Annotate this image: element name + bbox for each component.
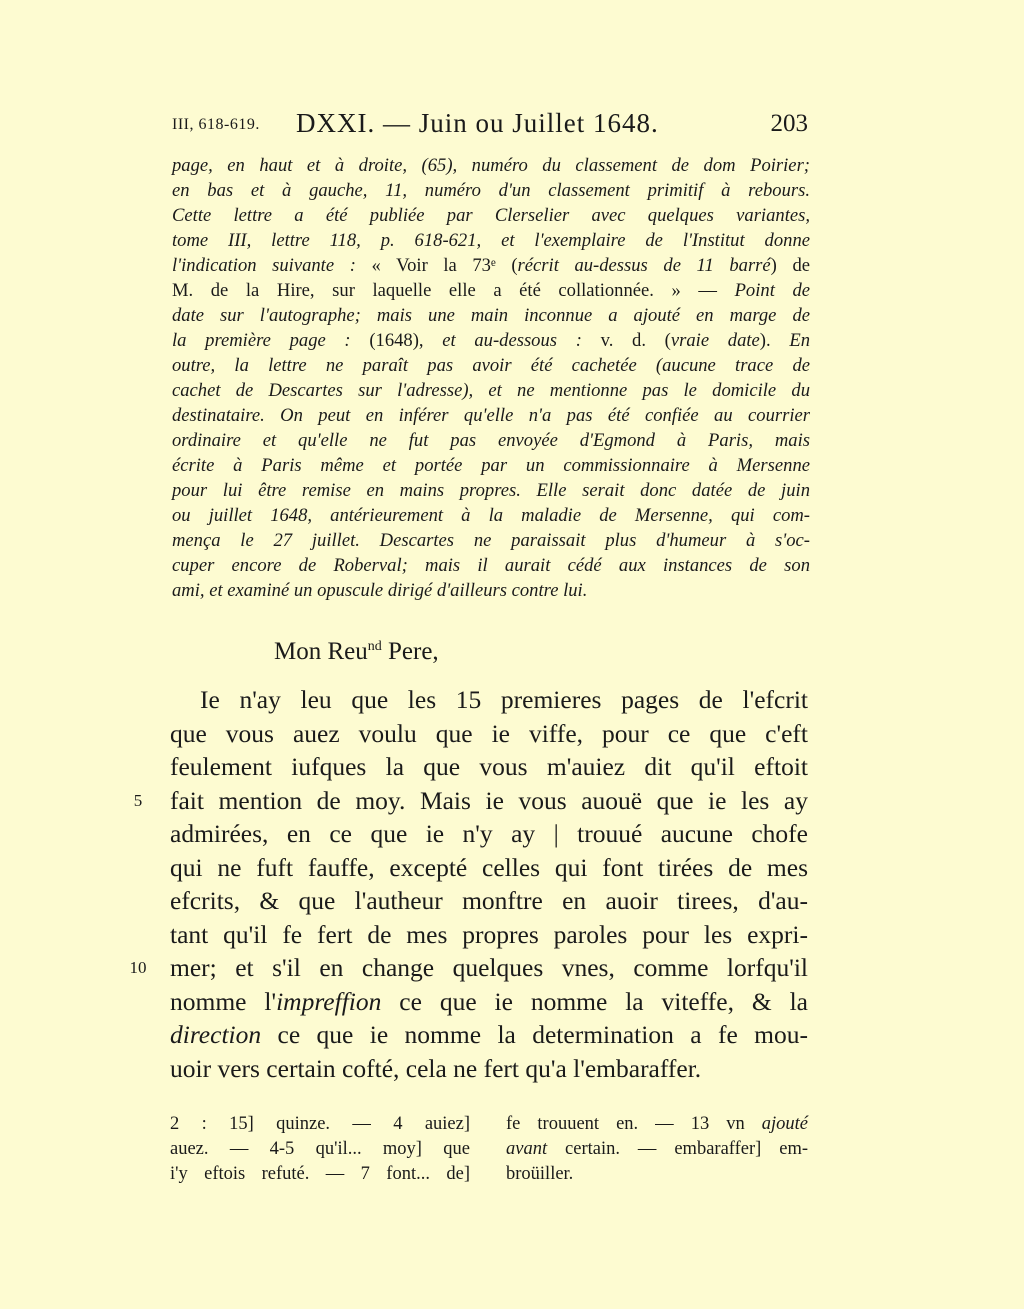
note-line: cachet de Descartes sur l'adresse), et ne mentionne pas le domicile du (172, 380, 810, 401)
letter-line: qui ne fuft fauffe, excepté celles qui font tirées de mes (170, 852, 808, 882)
variant-line: i'y eftois refuté. — 7 font... de] (170, 1164, 470, 1184)
editorial-note (172, 153, 810, 603)
note-line: destinataire. On peut en inférer qu'elle n'a pas été confiée au courrier (172, 405, 810, 426)
variant-line: avant certain. — embaraffer] em- (506, 1139, 808, 1159)
note-line: pour lui être remise en mains propres. Elle serait donc datée de juin (172, 480, 810, 501)
letter-line: mer; et s'il en change quelques vnes, comme lorfqu'il (170, 953, 808, 982)
note-line: en bas et à gauche, 11, numéro d'un classement primitif à rebours. (172, 180, 810, 201)
letter-line: Ie n'ay leu que les 15 premieres pages de l'efcrit (200, 685, 808, 714)
running-header (172, 108, 808, 142)
header-title: DXXI. — Juin ou Juillet 1648. (296, 108, 659, 138)
letter-line: tant qu'il fe fert de mes propres paroles pour les expri- (170, 919, 808, 949)
letter-line: fait mention de moy. Mais ie vous auouë que ie les ay (170, 785, 808, 815)
page-number: 203 (770, 110, 808, 137)
note-line: ami, et examiné un opuscule dirigé d'ailleurs contre lui. (172, 580, 588, 601)
letter-line: feulement iufques la que vous m'auiez dit qu'il eftoit (170, 752, 808, 781)
letter-line: nomme l'impreffion ce que ie nomme la viteffe, & la (170, 986, 808, 1016)
variant-line: 2 : 15] quinze. — 4 auiez] (170, 1114, 470, 1134)
note-line: cuper encore de Roberval; mais il aurait cédé aux instances de son (172, 555, 810, 576)
letter-line: efcrits, & que l'autheur monftre en auoir tirees, d'au- (170, 886, 808, 915)
variant-readings-right (506, 1112, 808, 1187)
note-line: écrite à Paris même et portée par un commissionnaire à Mersenne (172, 455, 810, 476)
note-line: mença le 27 juillet. Descartes ne paraissait plus d'humeur à s'oc- (172, 530, 810, 551)
note-line: tome III, lettre 118, p. 618-621, et l'exemplaire de l'Institut donne (172, 230, 810, 251)
salutation: Mon Reu$^{nd}$ Pere, (274, 638, 439, 665)
letter-line: admirées, en ce que ie n'y ay | trouué aucune chofe (170, 819, 808, 848)
variant-readings-left (170, 1112, 470, 1187)
note-line: date sur l'autographe; mais une main inconnue a ajouté en marge de (172, 305, 810, 326)
note-line: outre, la lettre ne paraît pas avoir été cachetée (aucune trace de (172, 355, 810, 376)
note-line: l'indication suivante : « Voir la 73ᵉ (récrit au-dessus de 11 barré) de (172, 255, 811, 276)
note-line: la première page : (1648), et au-dessous : v. d. (vraie date). En (172, 330, 810, 351)
letter-line: que vous auez voulu que ie viffe, pour ce que c'eft (170, 718, 808, 748)
note-line: ou juillet 1648, antérieurement à la maladie de Mersenne, qui com- (172, 505, 810, 526)
variant-line: fe trouuent en. — 13 vn ajouté (506, 1114, 808, 1134)
variant-line: broüiller. (506, 1164, 574, 1184)
variant-line: auez. — 4-5 qu'il... moy] que (170, 1139, 470, 1159)
letter-body (170, 683, 808, 1085)
volume-page-reference: III, 618-619. (172, 116, 260, 133)
note-line: page, en haut et à droite, (65), numéro du classement de dom Poirier; (172, 155, 810, 176)
line-number: 10 (129, 958, 147, 977)
letter-line: direction ce que ie nomme la determination a fe mou- (170, 1020, 808, 1049)
note-line: M. de la Hire, sur laquelle elle a été collationnée. » — Point de (172, 280, 810, 301)
note-line: Cette lettre a été publiée par Clerselier avec quelques variantes, (172, 205, 810, 226)
note-line: ordinaire et qu'elle ne fut pas envoyée d'Egmond à Paris, mais (172, 430, 810, 451)
letter-line: uoir vers certain cofté, cela ne fert qu'a l'embaraffer. (170, 1053, 702, 1083)
line-number: 5 (133, 791, 143, 810)
